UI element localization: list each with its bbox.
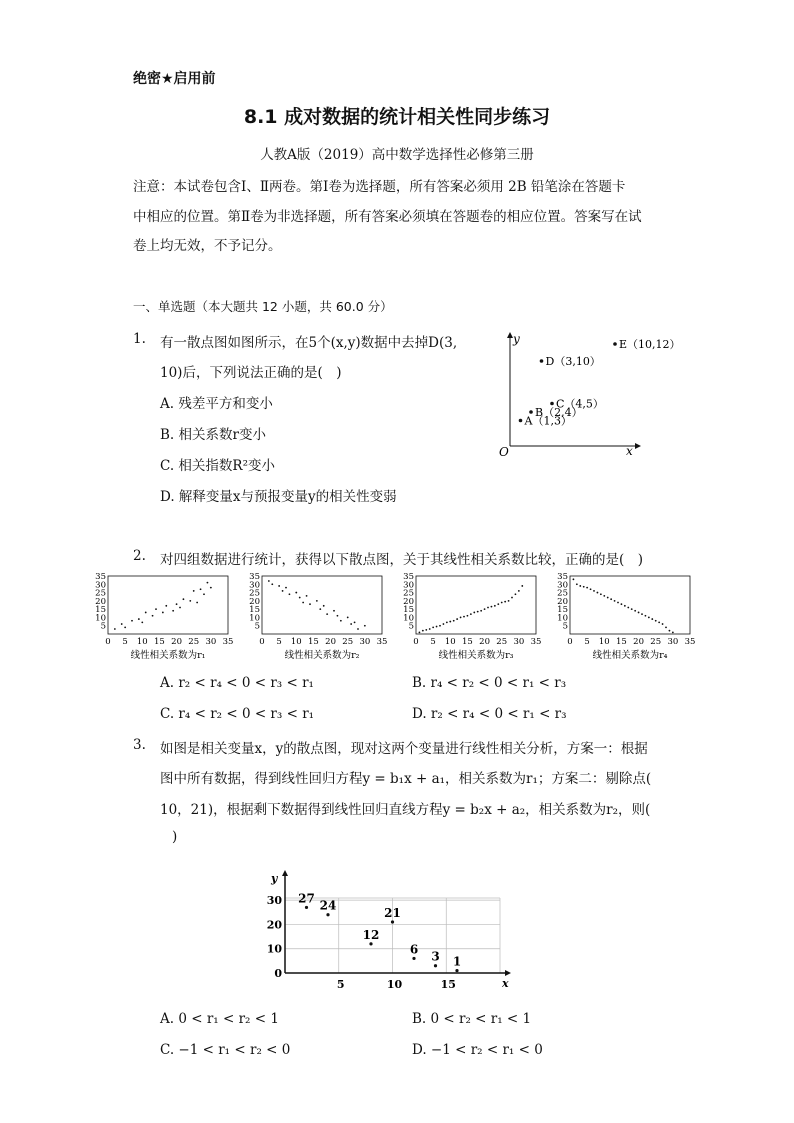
y-tick-label: 30 [95,580,106,591]
y-tick-label: 35 [403,572,414,582]
scatter-point [446,622,448,624]
q1-point [613,342,617,346]
x-tick-label: 35 [376,637,388,647]
scatter-point [289,593,291,595]
scatter-plot-r2 [242,570,392,670]
scatter-point [419,631,421,633]
scatter-point [662,623,664,625]
scatter-point [196,602,198,604]
x-tick-label: 0 [413,637,419,647]
plot-caption: 线性相关系数为r₂ [284,650,360,661]
q3-text-line: 图中所有数据，得到线性回归方程y = b₁x + a₁，相关系数为r₁；方案二：剔除点( [160,771,652,787]
q1-point [540,359,544,363]
y-tick-label: 25 [95,588,106,599]
y-tick-label: 35 [557,572,568,582]
x-tick-label: 10 [598,637,610,647]
scatter-point [439,625,441,627]
point-value-label: 24 [319,898,337,913]
x-tick-label: 25 [342,637,354,647]
scatter-point [477,611,479,613]
scatter-point [340,620,342,622]
plot-caption: 线性相关系数为r₄ [592,650,668,661]
scatter-point [316,600,318,602]
plot-frame [262,576,382,634]
x-tick-label: 30 [205,637,217,647]
scatter-point [354,622,356,624]
q1-text-line: 10)后，下列说法正确的是( ) [160,365,342,381]
scatter-point [319,608,321,610]
y-tick-label: 10 [403,613,414,624]
page-title: 8.1 成对数据的统计相关性同步练习 [243,106,551,128]
q2-option-b[interactable]: B. r₄ < r₂ < 0 < r₁ < r₃ [412,675,567,691]
q1-x-label: x [626,444,633,458]
scatter-point [518,590,520,592]
scatter-point [268,580,270,582]
scatter-point [573,578,575,580]
scatter-point [638,612,640,614]
x-tick-label: 35 [222,637,234,647]
scatter-point [278,585,280,587]
notice-line: 卷上均无效，不予记分。 [133,238,282,254]
scatter-point [203,593,205,595]
scatter-point [326,913,329,916]
q1-option-c[interactable]: C. 相关指数R²变小 [160,458,276,474]
y-tick-label: 5 [562,621,568,632]
scatter-point [497,603,499,605]
q2-option-d[interactable]: D. r₂ < r₄ < 0 < r₁ < r₃ [412,706,567,722]
x-tick-label: 35 [530,637,542,647]
y-tick-label: 25 [557,588,568,599]
plot-frame [570,576,690,634]
scatter-point [460,617,462,619]
q1-x-arrow [635,443,641,449]
scatter-point [138,618,140,620]
plot-frame [416,576,536,634]
y-tick-label: 20 [266,918,282,932]
q1-point [519,419,523,423]
q3-number: 3. [133,737,146,753]
y-tick-label: 10 [249,613,260,624]
x-tick-label: 30 [513,637,525,647]
x-tick-label: 5 [276,637,282,647]
q1-origin-label: O [499,445,509,459]
scatter-point [480,610,482,612]
scatter-point [521,585,523,587]
scatter-point [463,616,465,618]
section-heading: 一、单选题（本大题共 12 小题，共 60.0 分） [133,299,393,314]
scatter-point [176,603,178,605]
q3-option-c[interactable]: C. −1 < r₁ < r₂ < 0 [160,1042,291,1058]
x-tick-label: 0 [105,637,111,647]
q2-option-a[interactable]: A. r₂ < r₄ < 0 < r₃ < r₁ [160,675,314,691]
scatter-point [593,590,595,592]
scatter-point [124,626,126,628]
scatter-point [453,620,455,622]
q2-number: 2. [133,548,146,564]
q1-point-label: E（10,12） [619,338,681,351]
scatter-point [302,602,304,604]
x-tick-label: 35 [684,637,696,647]
scatter-point [508,600,510,602]
scatter-point [369,942,372,945]
scatter-point [600,593,602,595]
x-tick-label: 25 [496,637,508,647]
scatter-point [491,606,493,608]
scatter-point [282,590,284,592]
scatter-point [436,626,438,628]
y-tick-label: 30 [557,580,568,591]
y-tick-label: 30 [249,580,260,591]
x-tick-label: 10 [444,637,456,647]
x-tick-label: 0 [567,637,573,647]
q1-text-line: 有一散点图如图所示，在5个(x,y)数据中去掉D(3, [160,335,458,351]
x-tick-label: 15 [462,637,473,647]
scatter-point [429,628,431,630]
scatter-point [586,587,588,589]
x-tick-label: 30 [359,637,371,647]
scatter-point [172,610,174,612]
q1-point-label: C（4,5） [556,397,604,411]
point-value-label: 6 [409,942,419,957]
scatter-point [467,615,469,617]
scatter-point [583,586,585,588]
q1-option-d[interactable]: D. 解释变量x与预报变量y的相关性变弱 [160,489,397,505]
x-tick-label: 30 [667,637,679,647]
y-tick-label: 20 [249,596,260,607]
scatter-point [621,603,623,605]
y-tick-label: 15 [95,605,106,616]
scatter-point [347,617,349,619]
scatter-point [494,605,496,607]
point-value-label: 12 [362,927,380,942]
x-tick-label: 20 [325,637,336,647]
y-tick-label: 25 [249,588,260,599]
scatter-point [610,598,612,600]
scatter-point [597,592,599,594]
q1-option-b[interactable]: B. 相关系数r变小 [160,427,266,443]
scatter-point [434,964,437,967]
scatter-point [607,597,609,599]
point-value-label: 27 [298,891,315,906]
y-tick-label: 30 [266,894,282,908]
x-tick-label: 25 [650,637,662,647]
x-tick-label: 0 [259,637,265,647]
scatter-point [391,920,394,923]
scatter-point [576,583,578,585]
y-tick-label: 15 [403,605,414,616]
y-tick-label: 5 [254,621,260,632]
x-tick-label: 15 [440,978,456,991]
scatter-point [121,623,123,625]
q1-point [529,410,533,414]
scatter-point [357,628,359,630]
scatter-point [487,607,489,609]
y-axis-arrow [282,870,288,876]
y-tick-label: 15 [557,605,568,616]
scatter-point [579,585,581,587]
scatter-point [114,628,116,630]
q3-option-b[interactable]: B. 0 < r₂ < r₁ < 1 [412,1011,532,1027]
scatter-point [141,622,143,624]
scatter-point [210,587,212,589]
notice-line: 中相应的位置。第Ⅱ卷为非选择题，所有答案必须填在答题卷的相应位置。答案写在试 [133,209,642,225]
scatter-point [189,600,191,602]
y-tick-label: 20 [557,596,568,607]
scatter-point [295,592,297,594]
scatter-point [425,629,427,631]
scatter-point [364,625,366,627]
secret-label: 绝密★启用前 [133,71,216,87]
y-tick-label: 20 [95,596,106,607]
scatter-point [473,612,475,614]
q1-point-label: B（2,4） [535,406,583,419]
scatter-point [309,603,311,605]
scatter-point [651,618,653,620]
plot-frame [108,576,228,634]
q3-text-line: 10，21)，根据剩下数据得到线性回归直线方程y = b₂x + a₂，相关系数为r₂，则( [160,802,651,818]
scatter-point [627,607,629,609]
scatter-point [641,613,643,615]
x-tick-label: 10 [386,978,403,991]
x-tick-label: 20 [171,637,182,647]
scatter-point [412,957,415,960]
x-axis-arrow [505,970,511,976]
x-tick-label: 25 [188,637,200,647]
scatter-point [155,608,157,610]
q1-y-label: y [513,332,520,346]
page-subtitle: 人教A版（2019）高中数学选择性必修第三册 [260,147,534,163]
notice-line: 注意：本试卷包含Ⅰ、Ⅱ两卷。第Ⅰ卷为选择题，所有答案必须用 2B 铅笔涂在答题卡 [133,179,626,195]
y-tick-label: 25 [403,588,414,599]
scatter-point [511,597,513,599]
x-tick-label: 10 [290,637,302,647]
q1-point [550,402,554,406]
scatter-point [145,612,147,614]
scatter-point [305,906,308,909]
x-tick-label: 5 [430,637,436,647]
point-value-label: 21 [384,906,401,920]
scatter-point [299,597,301,599]
scatter-point [306,595,308,597]
x-tick-label: 15 [154,637,165,647]
q1-point-label: D（3,10） [545,355,601,368]
scatter-point [456,618,458,620]
scatter-point [645,615,647,617]
y-tick-label: 5 [100,621,106,632]
y-tick-label: 10 [557,613,568,624]
q2-text: 对四组数据进行统计，获得以下散点图，关于其线性相关系数比较，正确的是( ) [160,552,644,568]
scatter-point [152,615,154,617]
x-tick-label: 5 [584,637,590,647]
y-tick-label: 20 [403,596,414,607]
q1-option-a[interactable]: A. 残差平方和变小 [160,396,273,412]
plot-caption: 线性相关系数为r₁ [130,650,206,661]
scatter-point [648,617,650,619]
q3-text-line: 如图是相关变量x，y的散点图，现对这两个变量进行线性相关分析，方案一：根据 [160,741,648,757]
scatter-point [443,623,445,625]
scatter-point [672,631,674,633]
y-axis-label: y [271,872,278,885]
scatter-point [634,610,636,612]
scatter-point [624,605,626,607]
y-tick-label: 35 [249,572,260,582]
q1-point-label: A（1,3） [524,414,572,428]
scatter-point [504,601,506,603]
q3-option-d[interactable]: D. −1 < r₂ < r₁ < 0 [412,1042,543,1058]
scatter-point [200,588,202,590]
y-tick-label: 0 [274,967,282,980]
scatter-point [179,607,181,609]
scatter-point [323,605,325,607]
scatter-point [333,610,335,612]
y-tick-label: 5 [408,621,414,632]
scatter-point [484,608,486,610]
q3-text-line: ) [172,829,178,845]
scatter-point [131,620,133,622]
scatter-point [470,613,472,615]
y-tick-label: 35 [95,572,106,582]
q3-option-a[interactable]: A. 0 < r₁ < r₂ < 1 [160,1011,279,1027]
point-value-label: 1 [452,954,462,969]
scatter-point [350,623,352,625]
y-tick-label: 30 [403,580,414,591]
y-tick-label: 15 [249,605,260,616]
scatter-point [614,600,616,602]
scatter-plot-r1 [88,570,238,670]
point-value-label: 3 [431,949,440,964]
scatter-point [658,622,660,624]
scatter-point [617,602,619,604]
scatter-plot-r3 [396,570,546,670]
scatter-point [501,602,503,604]
x-tick-label: 15 [616,637,627,647]
scatter-point [183,598,185,600]
q1-number: 1. [133,331,146,347]
x-tick-label: 20 [479,637,490,647]
q1-scatter-figure [485,328,681,459]
x-tick-label: 10 [136,637,148,647]
scatter-point [285,587,287,589]
x-tick-label: 15 [308,637,319,647]
scatter-point [193,590,195,592]
scatter-point [165,605,167,607]
scatter-point [669,630,671,632]
scatter-point [665,626,667,628]
scatter-point [655,620,657,622]
scatter-point [207,582,209,584]
q2-option-c[interactable]: C. r₄ < r₂ < 0 < r₃ < r₁ [160,706,315,722]
scatter-point [326,613,328,615]
scatter-point [449,621,451,623]
x-axis-label: x [502,977,509,990]
scatter-point [432,626,434,628]
scatter-point [271,583,273,585]
x-tick-label: 5 [336,978,345,991]
q3-scatter-figure [265,868,515,993]
scatter-point [590,588,592,590]
plot-caption: 线性相关系数为r₃ [438,650,514,661]
scatter-point [603,595,605,597]
scatter-point [422,630,424,632]
scatter-point [162,612,164,614]
y-tick-label: 10 [266,942,282,956]
x-tick-label: 20 [633,637,644,647]
scatter-point [455,969,458,972]
scatter-point [515,593,517,595]
y-tick-label: 10 [95,613,106,624]
scatter-point [337,615,339,617]
scatter-point [631,608,633,610]
x-tick-label: 5 [122,637,128,647]
scatter-plot-r4 [550,570,700,670]
